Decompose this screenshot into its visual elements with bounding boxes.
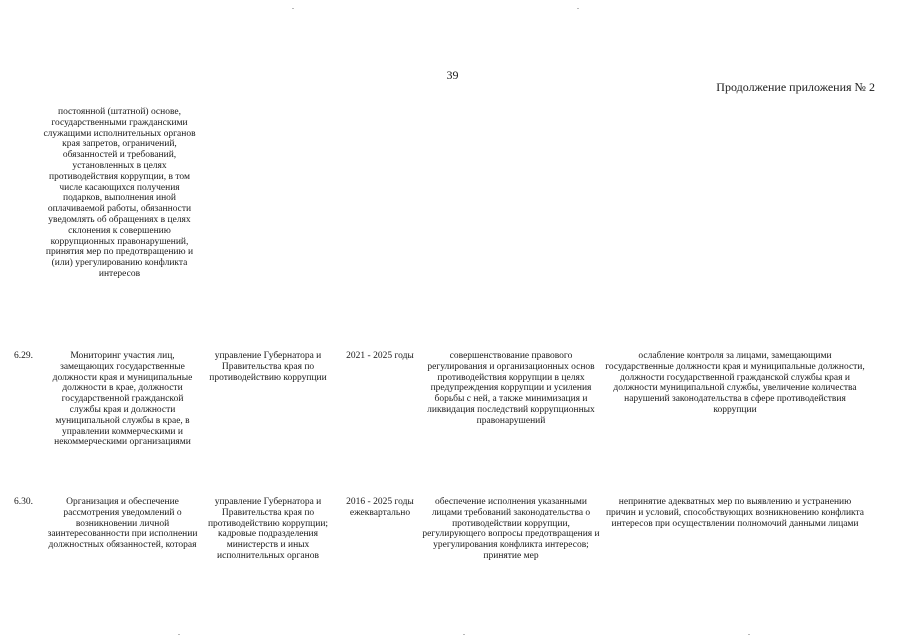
scan-speck: [577, 8, 579, 9]
executor-cell: управление Губернатора и Правительства края по противодействию коррупции: [209, 351, 327, 383]
row-number: 6.29.: [14, 351, 33, 361]
consequences-cell: непринятие адекватных мер по выявлению и устранению причин и условий, способствующих возникновению конфликта интересов при осуществлении полномочий данными лицами: [605, 497, 865, 529]
executor-cell: управление Губернатора и Правительства края по противодействию коррупции; кадровые подразделения министерств и иных исполнительных органов: [207, 497, 329, 561]
page-number: 39: [446, 68, 459, 82]
scan-speck: [292, 8, 294, 9]
measure-cell-continued: постоянной (штатной) основе, государственными гражданскими служащими исполнительных органов края запретов, ограничений, обязанностей и требований, установленных в целях противодействия коррупции, в том числе касающихся получения подарков, выполнения иной оплачиваемой работы, обязанности уведомлять об обращениях в целях склонения к совершению коррупционных правонарушений, принятия мер по предотвращению и (или) урегулированию конфликта интересов: [43, 107, 196, 279]
term-cell: 2016 - 2025 годы ежеквартально: [346, 497, 414, 518]
measure-cell: Мониторинг участия лиц, замещающих государственные должности края и муниципальные должности в крае, должности государственной гражданской службы края и должности муниципальной службы в крае, в управлении коммерческими и некоммерческими организациями: [52, 351, 193, 448]
measure-cell: Организация и обеспечение рассмотрения уведомлений о возникновении личной заинтересованности при исполнении должностных обязанностей, которая: [47, 497, 198, 551]
appendix-continuation-note: Продолжение приложения № 2: [716, 80, 875, 94]
result-cell: совершенствование правового регулирования и организационных основ противодействия коррупции в целях предупреждения коррупции и усиления борьбы с ней, а также минимизация и ликвидация последствий коррупционных правонарушений: [427, 351, 595, 426]
scan-speck: [463, 634, 465, 635]
term-cell: 2021 - 2025 годы: [346, 351, 414, 361]
scan-speck: [748, 634, 750, 635]
scan-speck: [178, 634, 180, 635]
row-number: 6.30.: [14, 497, 33, 507]
consequences-cell: ослабление контроля за лицами, замещающими государственные должности края и муниципальные должности, должности государственной гражданской службы края и должности муниципальной службы, увеличение количества нарушений законодательства в сфере противодействия коррупции: [605, 351, 865, 415]
result-cell: обеспечение исполнения указанными лицами требований законодательства о противодействии коррупции, регулирующего вопросы предотвращения и урегулирования конфликта интересов; принятие мер: [422, 497, 600, 561]
